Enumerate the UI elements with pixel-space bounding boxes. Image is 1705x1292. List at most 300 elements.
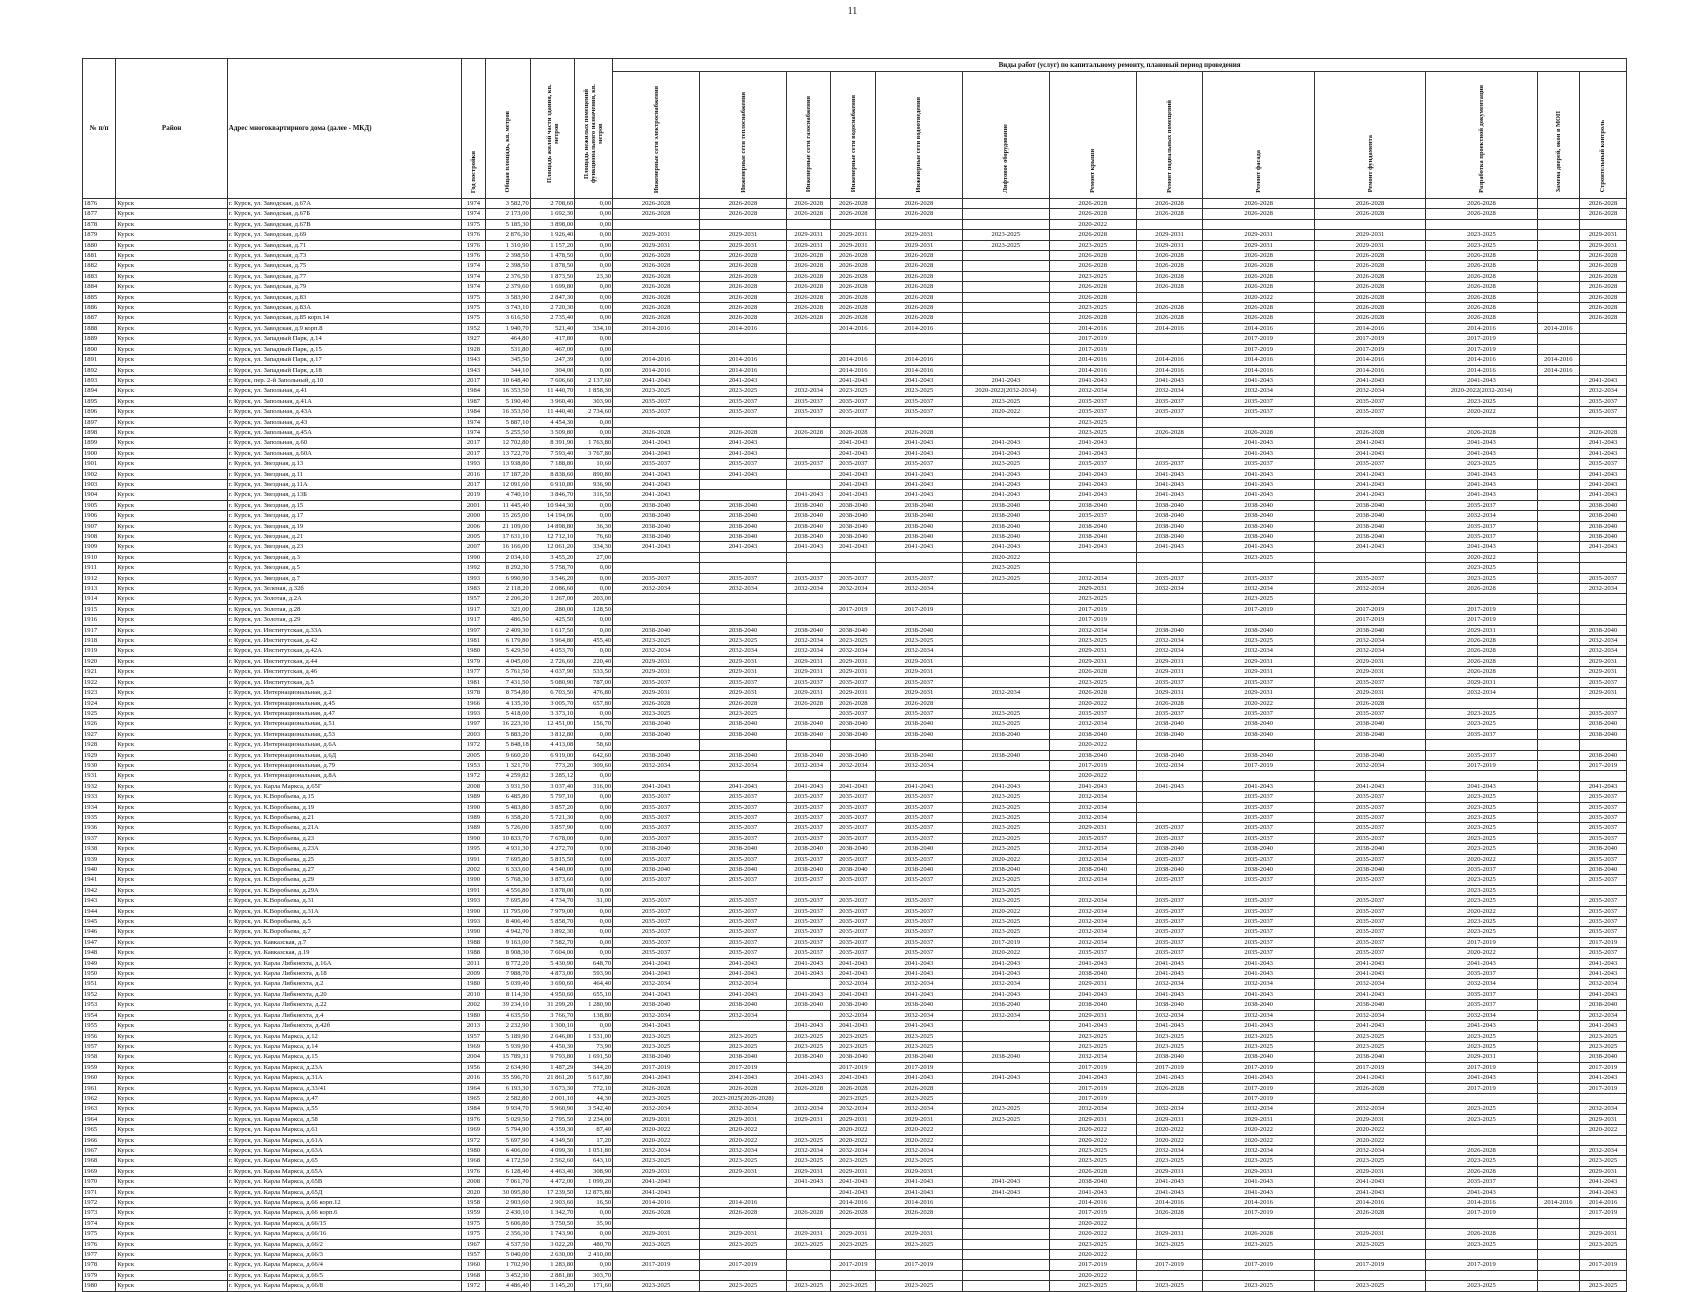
row-year: 1975 bbox=[461, 219, 486, 229]
row-work-period: 2038-2040 bbox=[786, 500, 831, 510]
row-work-period bbox=[786, 438, 831, 448]
row-living-area: 5 815,50 bbox=[530, 854, 575, 864]
table-row bbox=[83, 1145, 1627, 1155]
row-address: г. Курск, ул. Заводская, д.77 bbox=[227, 271, 461, 281]
row-work-period: 2029-2031 bbox=[831, 667, 876, 677]
row-work-period: 2023-2025 bbox=[1049, 303, 1136, 313]
row-work-period: 2041-2043 bbox=[1579, 1073, 1626, 1083]
row-nonliving-area: 2 410,00 bbox=[575, 1250, 613, 1260]
row-district: Курск bbox=[116, 896, 227, 906]
row-district: Курск bbox=[116, 511, 227, 521]
row-work-period: 2026-2028 bbox=[1426, 656, 1537, 666]
row-work-period: 2023-2025 bbox=[1049, 240, 1136, 250]
row-work-period bbox=[962, 1281, 1049, 1291]
row-year: 1989 bbox=[461, 812, 486, 822]
row-district: Курск bbox=[116, 1135, 227, 1145]
row-work-period bbox=[786, 552, 831, 562]
row-nonliving-area: 480,70 bbox=[575, 1239, 613, 1249]
table-row bbox=[83, 1041, 1627, 1051]
row-work-period: 2038-2040 bbox=[1579, 729, 1626, 739]
row-work-period: 2023-2025 bbox=[786, 1239, 831, 1249]
row-work-period: 2026-2028 bbox=[876, 1208, 963, 1218]
row-work-period: 2014-2016 bbox=[1537, 323, 1579, 333]
row-year: 1983 bbox=[461, 584, 486, 594]
table-row bbox=[83, 729, 1627, 739]
row-work-period: 2020-2022 bbox=[700, 1135, 787, 1145]
row-work-period: 2026-2028 bbox=[1579, 209, 1626, 219]
row-work-period bbox=[962, 760, 1049, 770]
row-living-area: 3 873,60 bbox=[530, 875, 575, 885]
row-total-area: 4 556,80 bbox=[486, 885, 531, 895]
row-number: 1906 bbox=[83, 511, 116, 521]
row-living-area: 2 720,30 bbox=[530, 303, 575, 313]
row-work-period: 2035-2037 bbox=[1426, 500, 1537, 510]
row-total-area: 5 883,20 bbox=[486, 729, 531, 739]
row-work-period bbox=[700, 490, 787, 500]
row-work-period: 2035-2037 bbox=[700, 459, 787, 469]
row-work-period bbox=[700, 771, 787, 781]
row-total-area: 5 039,40 bbox=[486, 979, 531, 989]
row-number: 1954 bbox=[83, 1010, 116, 1020]
table-row bbox=[83, 1156, 1627, 1166]
row-work-period: 2035-2037 bbox=[1579, 896, 1626, 906]
row-work-period: 2014-2016 bbox=[831, 365, 876, 375]
row-work-period: 2020-2022 bbox=[876, 1135, 963, 1145]
row-total-area: 1 702,90 bbox=[486, 1260, 531, 1270]
row-work-period: 2041-2043 bbox=[1049, 958, 1136, 968]
row-year: 1968 bbox=[461, 1156, 486, 1166]
row-number: 1877 bbox=[83, 209, 116, 219]
row-work-period: 2035-2037 bbox=[1579, 906, 1626, 916]
row-work-period: 2017-2019 bbox=[1203, 1260, 1314, 1270]
row-work-period: 2023-2025 bbox=[831, 1239, 876, 1249]
row-work-period: 2035-2037 bbox=[786, 927, 831, 937]
row-work-period: 2026-2028 bbox=[786, 313, 831, 323]
row-number: 1908 bbox=[83, 532, 116, 542]
row-work-period: 2032-2034 bbox=[1049, 1052, 1136, 1062]
row-work-period: 2038-2040 bbox=[613, 750, 700, 760]
row-work-period: 2035-2037 bbox=[613, 407, 700, 417]
row-district: Курск bbox=[116, 1187, 227, 1197]
row-work-period: 2026-2028 bbox=[1136, 313, 1203, 323]
row-work-period: 2023-2025 bbox=[962, 230, 1049, 240]
row-nonliving-area: 0,00 bbox=[575, 303, 613, 313]
row-total-area: 6 485,80 bbox=[486, 792, 531, 802]
row-living-area: 3 373,10 bbox=[530, 708, 575, 718]
row-address: г. Курск, ул. Карла Маркса, д.55 bbox=[227, 1104, 461, 1114]
row-work-period bbox=[1136, 1250, 1203, 1260]
row-work-period: 2035-2037 bbox=[831, 708, 876, 718]
row-district: Курск bbox=[116, 563, 227, 573]
row-work-period: 2014-2016 bbox=[831, 323, 876, 333]
row-work-period: 2014-2016 bbox=[1203, 355, 1314, 365]
row-work-period: 2032-2034 bbox=[1579, 979, 1626, 989]
row-work-period: 2014-2016 bbox=[613, 323, 700, 333]
row-number: 1948 bbox=[83, 948, 116, 958]
row-work-period bbox=[876, 563, 963, 573]
row-work-period bbox=[831, 771, 876, 781]
row-year: 1958 bbox=[461, 1198, 486, 1208]
row-work-period bbox=[1049, 563, 1136, 573]
row-work-period bbox=[831, 552, 876, 562]
row-district: Курск bbox=[116, 1041, 227, 1051]
row-year: 1972 bbox=[461, 771, 486, 781]
row-work-period: 2035-2037 bbox=[1579, 396, 1626, 406]
row-living-area: 3 037,40 bbox=[530, 781, 575, 791]
row-work-period bbox=[786, 771, 831, 781]
table-row bbox=[83, 865, 1627, 875]
row-district: Курск bbox=[116, 781, 227, 791]
row-work-period: 2038-2040 bbox=[786, 1052, 831, 1062]
row-living-area: 1 617,50 bbox=[530, 625, 575, 635]
row-work-period bbox=[786, 885, 831, 895]
row-address: г. Курск, ул. Карла Маркса, д.61А bbox=[227, 1135, 461, 1145]
row-nonliving-area: 0,00 bbox=[575, 334, 613, 344]
row-year: 2019 bbox=[461, 490, 486, 500]
row-work-period: 2035-2037 bbox=[786, 937, 831, 947]
row-work-period: 2035-2037 bbox=[876, 937, 963, 947]
row-living-area: 2 881,80 bbox=[530, 1270, 575, 1280]
row-work-period bbox=[1136, 334, 1203, 344]
row-work-period: 2032-2034 bbox=[613, 979, 700, 989]
row-work-period bbox=[962, 1031, 1049, 1041]
row-work-period: 2026-2028 bbox=[613, 261, 700, 271]
row-living-area: 14 194,06 bbox=[530, 511, 575, 521]
row-work-period bbox=[786, 708, 831, 718]
row-work-period: 2017-2019 bbox=[1426, 334, 1537, 344]
row-work-period: 2035-2037 bbox=[1426, 1177, 1537, 1187]
row-year: 2005 bbox=[461, 750, 486, 760]
row-district: Курск bbox=[116, 729, 227, 739]
row-work-period: 2035-2037 bbox=[1579, 875, 1626, 885]
row-total-area: 5 794,90 bbox=[486, 1125, 531, 1135]
row-district: Курск bbox=[116, 573, 227, 583]
row-year: 1975 bbox=[461, 313, 486, 323]
row-work-period: 2041-2043 bbox=[1579, 490, 1626, 500]
table-row bbox=[83, 584, 1627, 594]
row-address: г. Курск, ул. Институтская, д.44 bbox=[227, 656, 461, 666]
row-work-period: 2029-2031 bbox=[831, 1114, 876, 1124]
row-work-period: 2023-2025 bbox=[1049, 271, 1136, 281]
row-work-period bbox=[1537, 542, 1579, 552]
row-total-area: 4 135,30 bbox=[486, 698, 531, 708]
row-work-period bbox=[831, 334, 876, 344]
row-nonliving-area: 0,00 bbox=[575, 927, 613, 937]
table-row bbox=[83, 1260, 1627, 1270]
row-work-period: 2041-2043 bbox=[1049, 1021, 1136, 1031]
row-number: 1879 bbox=[83, 230, 116, 240]
row-address: г. Курск, ул. Запольная, д.45А bbox=[227, 427, 461, 437]
row-number: 1937 bbox=[83, 833, 116, 843]
row-work-period bbox=[1537, 1000, 1579, 1010]
row-work-period: 2023-2025 bbox=[613, 1031, 700, 1041]
row-work-period: 2017-2019 bbox=[1314, 615, 1425, 625]
row-work-period: 2038-2040 bbox=[1049, 500, 1136, 510]
row-work-period: 2038-2040 bbox=[1136, 500, 1203, 510]
row-number: 1895 bbox=[83, 396, 116, 406]
row-work-period: 2041-2043 bbox=[876, 781, 963, 791]
row-address: г. Курск, ул. К.Воробьева, д.15 bbox=[227, 792, 461, 802]
row-number: 1970 bbox=[83, 1177, 116, 1187]
row-work-period: 2035-2037 bbox=[1579, 802, 1626, 812]
row-work-period: 2017-2019 bbox=[1314, 1260, 1425, 1270]
row-work-period: 2041-2043 bbox=[1136, 781, 1203, 791]
row-work-period bbox=[962, 584, 1049, 594]
row-work-period: 2020-2022 bbox=[1049, 219, 1136, 229]
row-work-period bbox=[1537, 1052, 1579, 1062]
row-work-period: 2026-2028 bbox=[1203, 251, 1314, 261]
row-work-period: 2041-2043 bbox=[1314, 1021, 1425, 1031]
row-work-period: 2020-2022(2032-2034) bbox=[1426, 386, 1537, 396]
row-work-period: 2032-2034 bbox=[1314, 1010, 1425, 1020]
row-work-period: 2035-2037 bbox=[1314, 459, 1425, 469]
row-work-period: 2035-2037 bbox=[831, 937, 876, 947]
row-total-area: 6 193,30 bbox=[486, 1083, 531, 1093]
row-living-area: 5 960,90 bbox=[530, 1104, 575, 1114]
row-work-period: 2023-2025 bbox=[1314, 1041, 1425, 1051]
row-work-period bbox=[1537, 750, 1579, 760]
row-district: Курск bbox=[116, 615, 227, 625]
row-work-period bbox=[1579, 365, 1626, 375]
row-work-period: 2032-2034 bbox=[700, 1145, 787, 1155]
row-address: г. Курск, ул. Интернациональная, д.79 bbox=[227, 760, 461, 770]
row-nonliving-area: 12 875,80 bbox=[575, 1187, 613, 1197]
row-work-period bbox=[786, 448, 831, 458]
row-total-area: 5 029,50 bbox=[486, 1114, 531, 1124]
row-work-period: 2020-2022 bbox=[876, 1125, 963, 1135]
row-work-period bbox=[831, 1250, 876, 1260]
row-work-period: 2035-2037 bbox=[1203, 396, 1314, 406]
row-nonliving-area: 0,00 bbox=[575, 313, 613, 323]
row-work-period: 2038-2040 bbox=[1203, 500, 1314, 510]
row-work-period bbox=[962, 271, 1049, 281]
row-work-period: 2041-2043 bbox=[700, 958, 787, 968]
row-work-period: 2041-2043 bbox=[613, 490, 700, 500]
row-work-period: 2032-2034 bbox=[831, 646, 876, 656]
row-work-period: 2017-2019 bbox=[1579, 1260, 1626, 1270]
row-work-period: 2023-2025 bbox=[1136, 1281, 1203, 1291]
row-work-period: 2029-2031 bbox=[831, 656, 876, 666]
row-work-period: 2017-2019 bbox=[1579, 937, 1626, 947]
row-work-period bbox=[962, 1229, 1049, 1239]
row-year: 1990 bbox=[461, 906, 486, 916]
row-living-area: 425,50 bbox=[530, 615, 575, 625]
row-year: 1976 bbox=[461, 230, 486, 240]
row-work-period: 2035-2037 bbox=[1426, 865, 1537, 875]
row-work-period: 2032-2034 bbox=[1314, 1145, 1425, 1155]
header-works-title: Виды работ (услуг) по капитальному ремонту, плановый период проведения bbox=[613, 59, 1627, 72]
table-row bbox=[83, 698, 1627, 708]
row-work-period: 2035-2037 bbox=[1314, 875, 1425, 885]
row-work-period: 2026-2028 bbox=[876, 427, 963, 437]
row-work-period bbox=[1537, 199, 1579, 209]
table-row bbox=[83, 479, 1627, 489]
row-work-period: 2032-2034 bbox=[613, 1010, 700, 1020]
row-work-period: 2041-2043 bbox=[962, 969, 1049, 979]
row-work-period bbox=[1203, 771, 1314, 781]
row-work-period: 2038-2040 bbox=[1203, 511, 1314, 521]
row-number: 1940 bbox=[83, 865, 116, 875]
row-work-period: 2035-2037 bbox=[831, 927, 876, 937]
row-work-period bbox=[1537, 573, 1579, 583]
row-total-area: 1 321,70 bbox=[486, 760, 531, 770]
row-work-period bbox=[786, 417, 831, 427]
row-work-period: 2029-2031 bbox=[1579, 1166, 1626, 1176]
row-work-period bbox=[962, 1083, 1049, 1093]
row-work-period: 2041-2043 bbox=[876, 479, 963, 489]
row-work-period: 2035-2037 bbox=[786, 677, 831, 687]
row-nonliving-area: 58,60 bbox=[575, 740, 613, 750]
row-work-period: 2014-2016 bbox=[1203, 323, 1314, 333]
table-row bbox=[83, 1093, 1627, 1103]
row-work-period: 2038-2040 bbox=[1136, 625, 1203, 635]
row-number: 1901 bbox=[83, 459, 116, 469]
row-work-period: 2038-2040 bbox=[962, 1052, 1049, 1062]
row-address: г. Курск, ул. Запольная, д.60 bbox=[227, 438, 461, 448]
row-number: 1955 bbox=[83, 1021, 116, 1031]
row-work-period: 2026-2028 bbox=[1579, 271, 1626, 281]
row-work-period: 2035-2037 bbox=[1136, 937, 1203, 947]
row-work-period bbox=[1537, 1114, 1579, 1124]
row-work-period: 2038-2040 bbox=[1314, 625, 1425, 635]
row-work-period: 2023-2025 bbox=[1426, 896, 1537, 906]
row-year: 1980 bbox=[461, 979, 486, 989]
row-district: Курск bbox=[116, 355, 227, 365]
table-row bbox=[83, 1281, 1627, 1291]
row-work-period: 2038-2040 bbox=[962, 521, 1049, 531]
row-living-area: 2 708,60 bbox=[530, 199, 575, 209]
row-district: Курск bbox=[116, 979, 227, 989]
row-work-period: 2035-2037 bbox=[700, 396, 787, 406]
row-year: 1974 bbox=[461, 271, 486, 281]
row-total-area: 2 376,50 bbox=[486, 271, 531, 281]
row-work-period: 2026-2028 bbox=[1426, 209, 1537, 219]
row-work-period bbox=[1537, 1250, 1579, 1260]
table-row bbox=[83, 355, 1627, 365]
row-living-area: 3 846,70 bbox=[530, 490, 575, 500]
row-work-period bbox=[962, 427, 1049, 437]
row-work-period: 2023-2025 bbox=[1426, 885, 1537, 895]
row-work-period: 2035-2037 bbox=[1314, 917, 1425, 927]
row-work-period bbox=[962, 1135, 1049, 1145]
row-work-period: 2041-2043 bbox=[1579, 375, 1626, 385]
row-work-period: 2041-2043 bbox=[1203, 479, 1314, 489]
table-row bbox=[83, 396, 1627, 406]
row-year: 1993 bbox=[461, 896, 486, 906]
row-work-period bbox=[1537, 1041, 1579, 1051]
row-work-period: 2026-2028 bbox=[1136, 303, 1203, 313]
row-nonliving-area: 0,00 bbox=[575, 823, 613, 833]
row-work-period: 2032-2034 bbox=[1579, 646, 1626, 656]
row-work-period: 2038-2040 bbox=[1136, 750, 1203, 760]
row-work-period: 2041-2043 bbox=[1314, 438, 1425, 448]
row-work-period: 2041-2043 bbox=[613, 1177, 700, 1187]
row-work-period: 2038-2040 bbox=[876, 511, 963, 521]
row-work-period: 2038-2040 bbox=[1049, 750, 1136, 760]
row-work-period bbox=[962, 656, 1049, 666]
row-living-area: 304,00 bbox=[530, 365, 575, 375]
row-work-period: 2041-2043 bbox=[700, 969, 787, 979]
row-nonliving-area: 455,40 bbox=[575, 636, 613, 646]
row-total-area: 2 206,20 bbox=[486, 594, 531, 604]
row-district: Курск bbox=[116, 584, 227, 594]
row-work-period: 2014-2016 bbox=[1314, 355, 1425, 365]
row-work-period: 2032-2034 bbox=[786, 760, 831, 770]
row-work-period: 2041-2043 bbox=[700, 1073, 787, 1083]
row-district: Курск bbox=[116, 282, 227, 292]
row-total-area: 17 187,20 bbox=[486, 469, 531, 479]
row-work-period: 2023-2025 bbox=[1426, 719, 1537, 729]
row-number: 1910 bbox=[83, 552, 116, 562]
row-work-period bbox=[1314, 594, 1425, 604]
row-living-area: 4 540,00 bbox=[530, 865, 575, 875]
row-work-period: 2017-2019 bbox=[1049, 760, 1136, 770]
row-work-period bbox=[1537, 448, 1579, 458]
row-work-period: 2017-2019 bbox=[1049, 1260, 1136, 1270]
row-work-period: 2026-2028 bbox=[1426, 292, 1537, 302]
row-work-period: 2020-2022 bbox=[962, 407, 1049, 417]
table-row bbox=[83, 1218, 1627, 1228]
row-number: 1941 bbox=[83, 875, 116, 885]
row-work-period: 2023-2025 bbox=[1203, 552, 1314, 562]
row-work-period: 2041-2043 bbox=[876, 469, 963, 479]
row-work-period: 2038-2040 bbox=[1203, 1000, 1314, 1010]
row-living-area: 773,20 bbox=[530, 760, 575, 770]
row-work-period: 2035-2037 bbox=[831, 802, 876, 812]
row-work-period: 2035-2037 bbox=[786, 459, 831, 469]
row-work-period: 2035-2037 bbox=[876, 802, 963, 812]
row-living-area: 10 944,30 bbox=[530, 500, 575, 510]
row-work-period: 2029-2031 bbox=[700, 688, 787, 698]
row-work-period bbox=[786, 563, 831, 573]
row-number: 1947 bbox=[83, 937, 116, 947]
row-total-area: 3 583,90 bbox=[486, 292, 531, 302]
row-work-period: 2041-2043 bbox=[786, 490, 831, 500]
row-total-area: 8 406,40 bbox=[486, 917, 531, 927]
table-row bbox=[83, 750, 1627, 760]
row-work-period: 2017-2019 bbox=[831, 604, 876, 614]
row-total-area: 345,50 bbox=[486, 355, 531, 365]
row-address: г. Курск, ул. Институтская, д.5 bbox=[227, 677, 461, 687]
row-work-period: 2026-2028 bbox=[1314, 292, 1425, 302]
row-work-period: 2020-2022 bbox=[1203, 1135, 1314, 1145]
row-living-area: 5 721,30 bbox=[530, 812, 575, 822]
row-total-area: 344,10 bbox=[486, 365, 531, 375]
row-work-period: 2041-2043 bbox=[700, 469, 787, 479]
row-work-period: 2014-2016 bbox=[1203, 365, 1314, 375]
row-address: г. Курск, ул. Западный Парк, д.14 bbox=[227, 334, 461, 344]
row-work-period: 2029-2031 bbox=[1314, 667, 1425, 677]
row-work-period: 2023-2025 bbox=[962, 802, 1049, 812]
row-work-period: 2032-2034 bbox=[700, 760, 787, 770]
row-living-area: 4 472,00 bbox=[530, 1177, 575, 1187]
row-work-period: 2029-2031 bbox=[613, 1229, 700, 1239]
row-nonliving-area: 334,10 bbox=[575, 323, 613, 333]
row-work-period bbox=[1203, 563, 1314, 573]
row-year: 1943 bbox=[461, 365, 486, 375]
row-work-period: 2023-2025 bbox=[962, 875, 1049, 885]
row-work-period: 2041-2043 bbox=[1203, 958, 1314, 968]
row-number: 1922 bbox=[83, 677, 116, 687]
row-work-period bbox=[831, 219, 876, 229]
row-work-period bbox=[1537, 917, 1579, 927]
row-work-period: 2035-2037 bbox=[1426, 750, 1537, 760]
row-work-period: 2026-2028 bbox=[1049, 209, 1136, 219]
row-nonliving-area: 316,50 bbox=[575, 490, 613, 500]
row-work-period: 2023-2025 bbox=[1203, 594, 1314, 604]
row-work-period: 2026-2028 bbox=[831, 251, 876, 261]
row-work-period: 2041-2043 bbox=[831, 781, 876, 791]
